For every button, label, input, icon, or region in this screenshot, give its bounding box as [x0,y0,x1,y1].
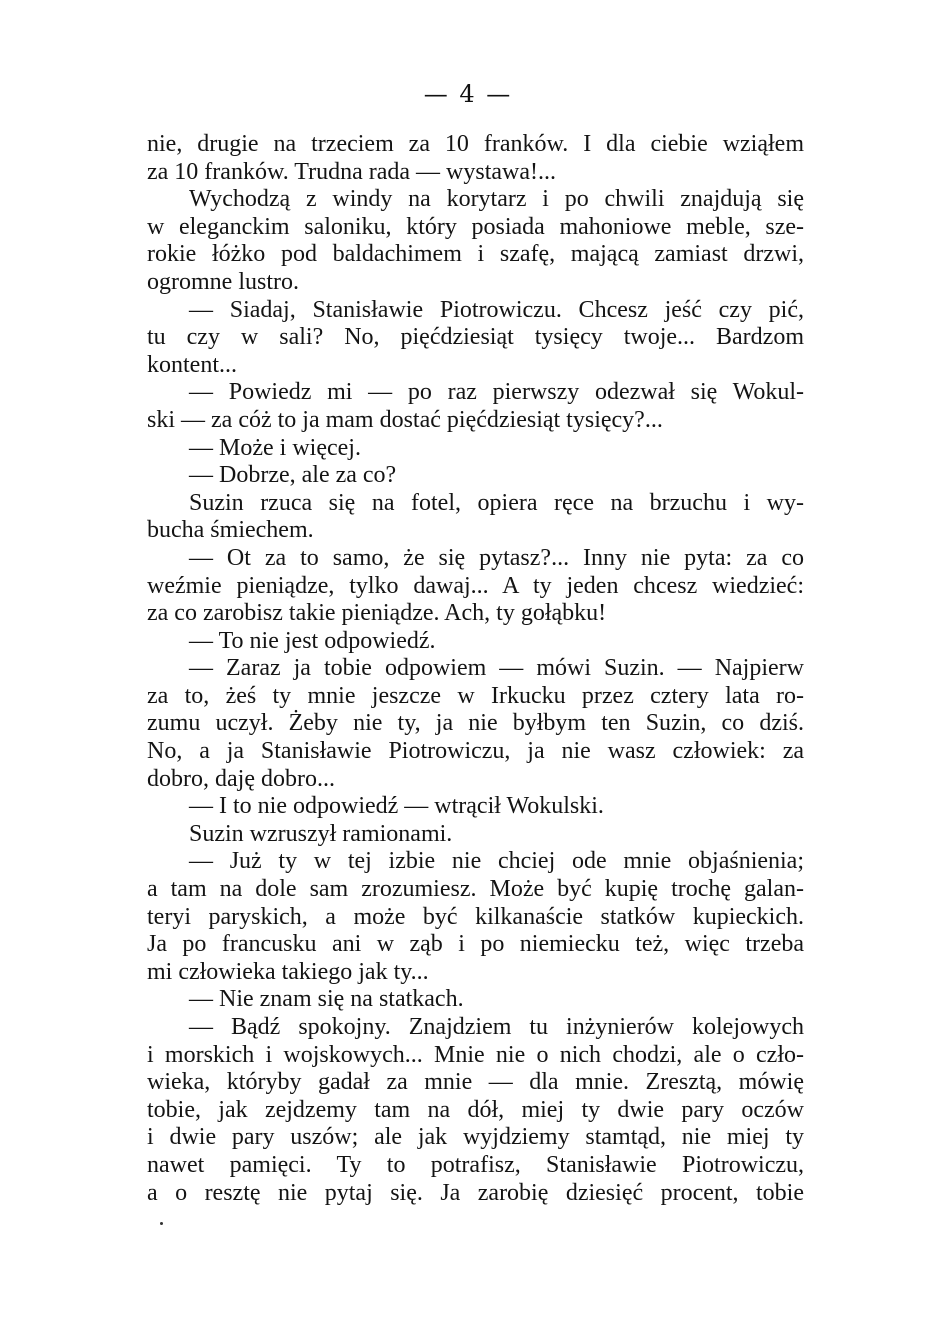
text-line: tobie, jak zejdzemy tam na dół, miej ty dwie pary oczów [147,1096,804,1123]
page-number: — 4 — [423,80,513,108]
text-line: — Ot za to samo, że się pytasz?... Inny nie pyta: za co [189,544,804,571]
text-line: nawet pamięci. Ty to potrafisz, Stanisławie Piotrowiczu, [147,1151,804,1178]
text-line: — Powiedz mi — po raz pierwszy odezwał się Wokul- [189,379,804,406]
text-line: i dwie pary uszów; ale jak wyjdziemy stamtąd, nie miej ty [147,1124,804,1151]
text-line: teryi paryskich, a może być kilkanaście statków kupieckich. [147,903,804,930]
text-line: za to, żeś ty mnie jeszcze w Irkucku przez cztery lata ro- [147,682,804,709]
text-line: — Już ty w tej izbie nie chciej ode mnie objaśnienia; [189,848,804,875]
text-line: Ja po francusku ani w ząb i po niemiecku też, więc trzeba [147,931,804,958]
text-line: tu czy w sali? No, pięćdziesiąt tysięcy twoje... Bardzom [147,324,804,351]
text-line: w eleganckim saloniku, który posiada mahoniowe meble, sze- [147,213,804,240]
text-line: — Nie znam się na statkach. [189,986,464,1013]
text-line: i morskich i wojskowych... Mnie nie o nich chodzi, ale o czło- [147,1041,804,1068]
text-line: zumu uczył. Żeby nie ty, ja nie byłbym ten Suzin, co dziś. [147,710,804,737]
text-line: ogromne lustro. [147,268,299,295]
text-line: — To nie jest odpowiedź. [189,627,436,654]
text-line: — Może i więcej. [189,434,361,461]
text-line: Suzin wzruszył ramionami. [189,820,453,847]
text-line: nie, drugie na trzeciem za 10 franków. I dla ciebie wziąłem [147,131,804,157]
text-line: Wychodzą z windy na korytarz i po chwili znajdują się [189,186,804,213]
text-line: a tam na dole sam zrozumiesz. Może być kupię trochę galan- [147,876,804,903]
print-speck [160,1222,163,1225]
text-line: — Siadaj, Stanisławie Piotrowiczu. Chcesz jeść czy pić, [189,296,804,323]
text-line: — Bądź spokojny. Znajdziem tu inżynierów kolejowych [189,1014,804,1040]
text-line: — Zaraz ja tobie odpowiem — mówi Suzin. — Najpierw [189,655,804,682]
text-line: a o resztę nie pytaj się. Ja zarobię dziesięć procent, tobie [147,1179,804,1206]
text-line: bucha śmiechem. [147,517,314,544]
text-line: za 10 franków. Trudna rada — wystawa!... [147,158,557,185]
text-line: — Dobrze, ale za co? [189,462,397,489]
text-line: ski — za cóż to ja mam dostać pięćdziesiąt tysięcy?... [147,406,663,433]
page-body-text [147,131,804,1207]
text-line: za co zarobisz takie pieniądze. Ach, ty gołąbku! [147,600,607,627]
text-line: wieka, któryby gadał za mnie — dla mnie. Zresztą, mówię [147,1069,804,1096]
text-line: No, a ja Stanisławie Piotrowiczu, ja nie wasz człowiek: za [147,738,804,765]
text-line: mi człowieka takiego jak ty... [147,958,429,985]
text-line: dobro, daję dobro... [147,765,335,792]
text-line: weźmie pieniądze, tylko dawaj... A ty jeden chcesz wiedzieć: [147,572,804,599]
text-line: — I to nie odpowiedź — wtrącił Wokulski. [189,793,604,820]
text-line: Suzin rzuca się na fotel, opiera ręce na brzuchu i wy- [189,489,804,516]
text-line: kontent... [147,351,237,378]
text-line: rokie łóżko pod baldachimem i szafę, mającą zamiast drzwi, [147,241,804,268]
